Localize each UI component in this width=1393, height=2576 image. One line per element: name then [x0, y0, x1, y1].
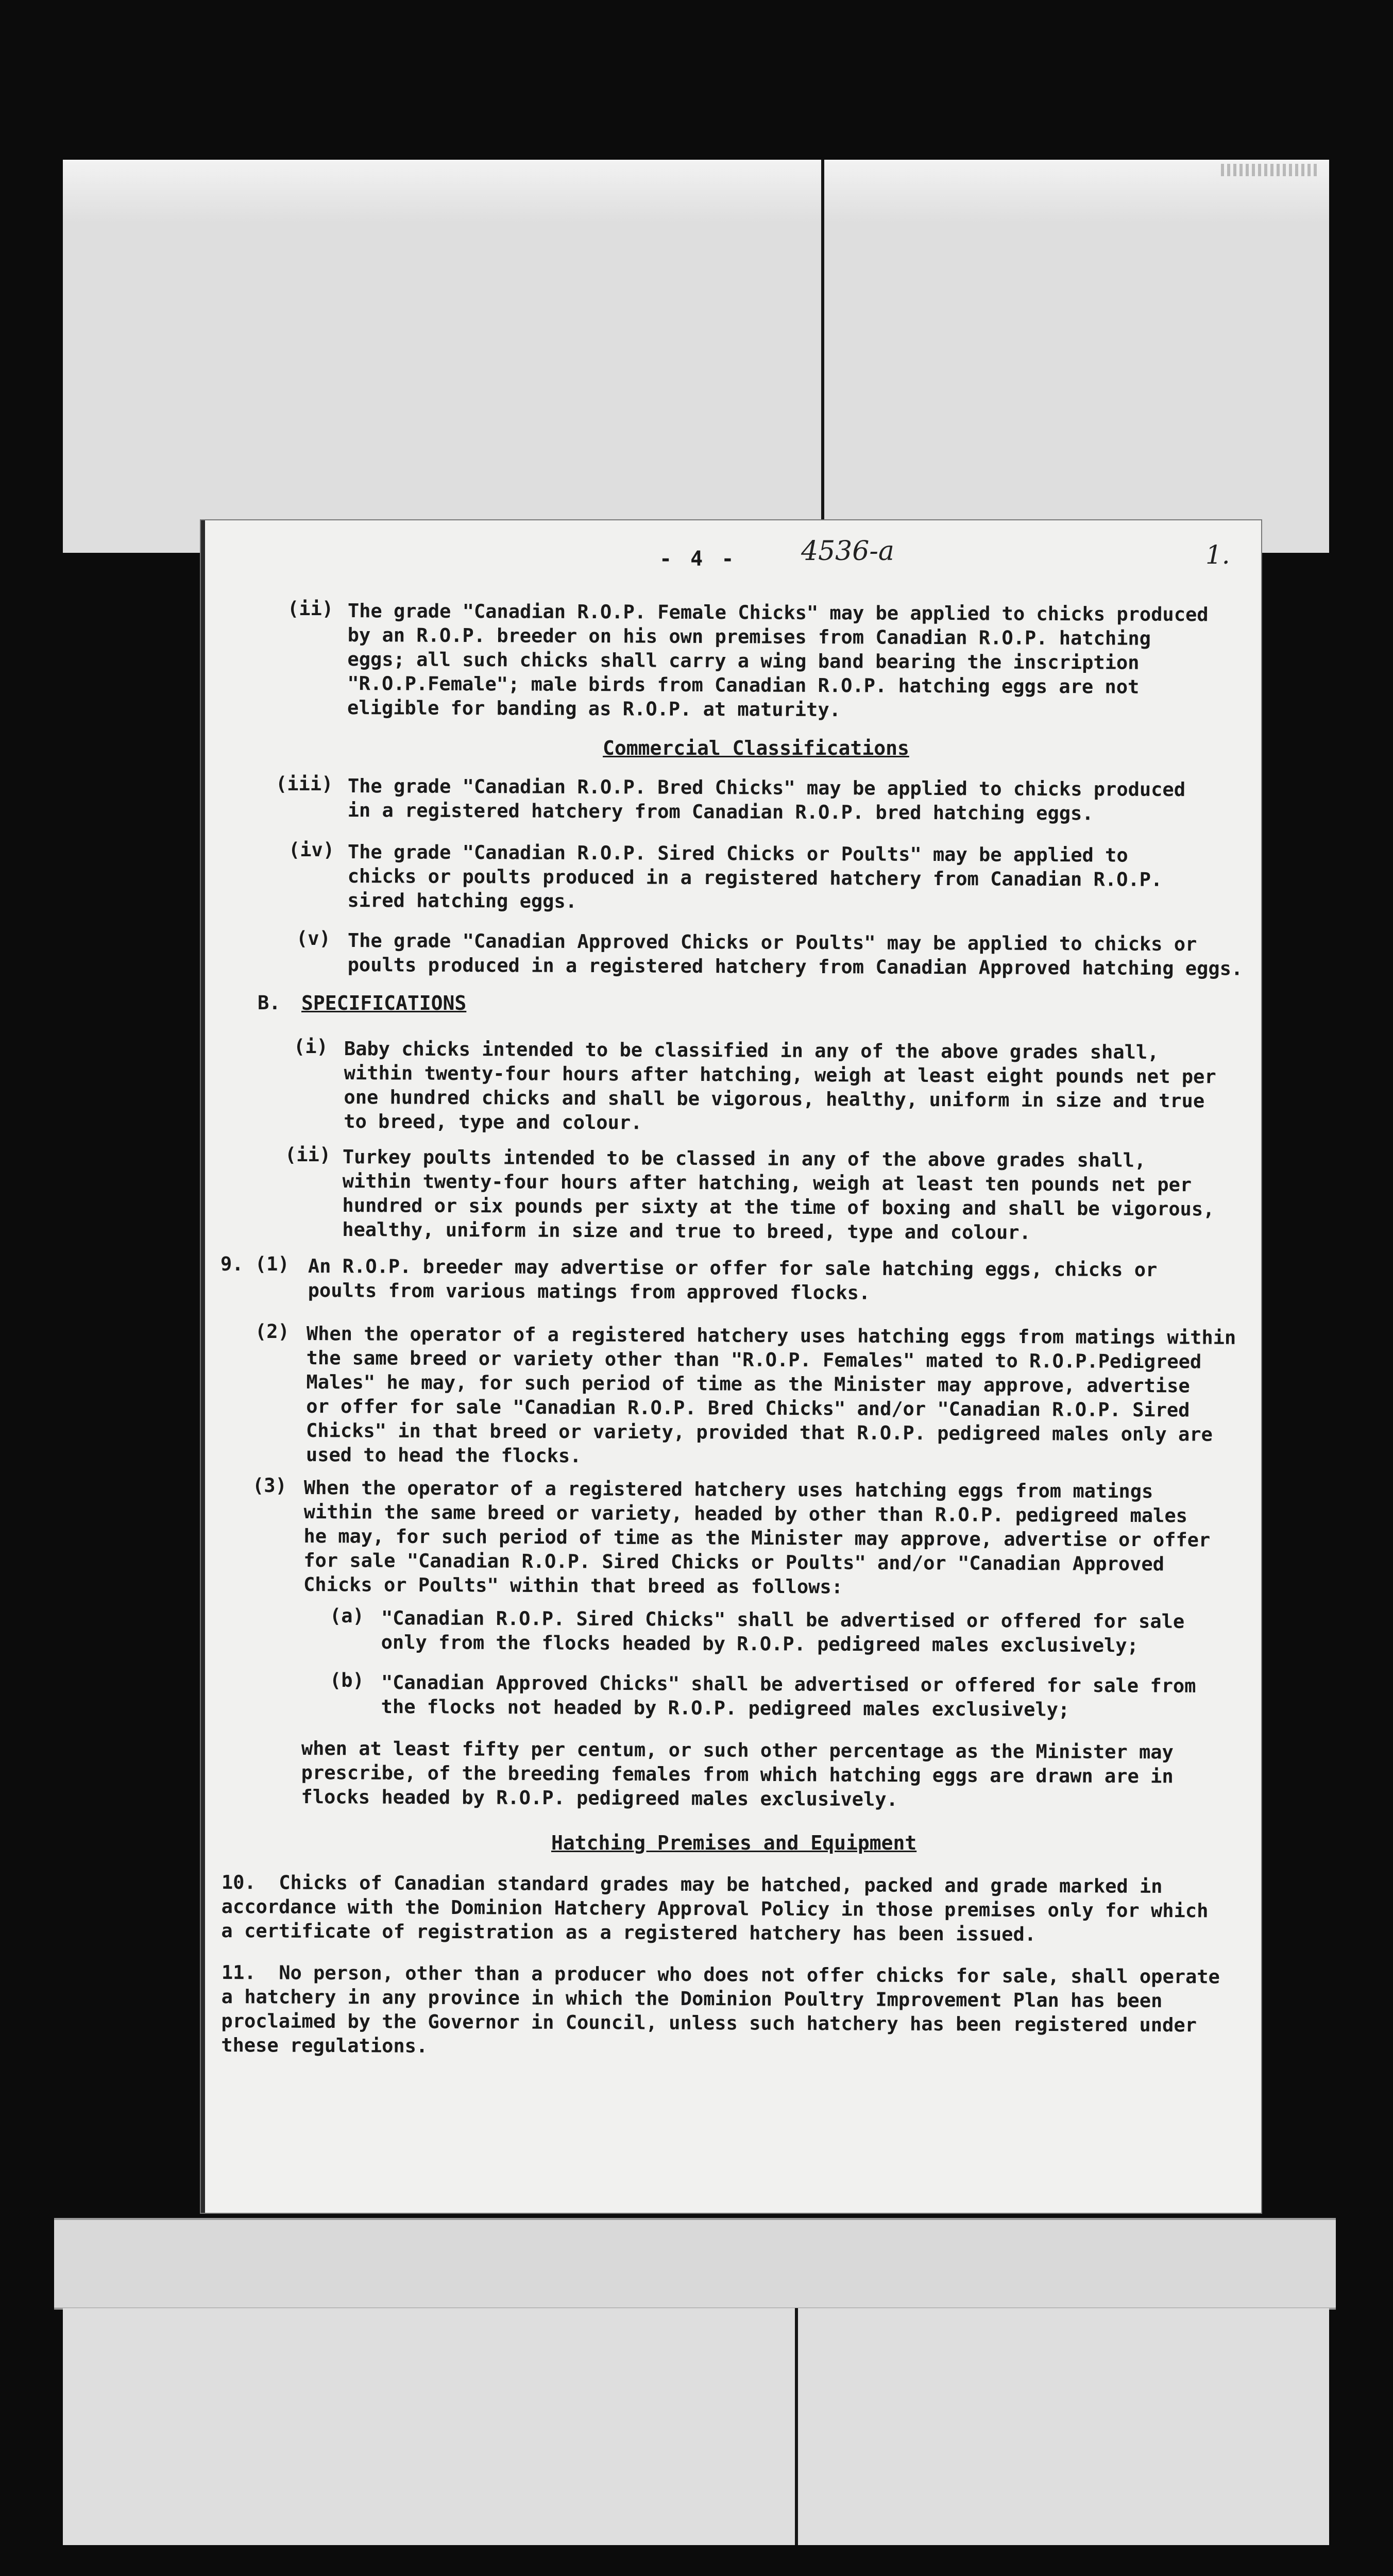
spec-ii-text: Turkey poults intended to be classed in any of the above grades shall, within twenty-four hours after hatching, weigh at least ten pounds net per hundred or six pounds per sixty at the time of boxing and shall be vigorous, healthy, uniform in size and true to breed, type and colour. — [342, 1146, 1215, 1244]
section-9-b-label: (b) — [330, 1669, 364, 1691]
spec-i-text: Baby chicks intended to be classified in any of the above grades shall, within twenty-four hours after hatching, weigh at least eight pounds net per one hundred chicks and shall be vigorous, healthy, uniform in size and true to breed, type and colour. — [344, 1038, 1216, 1134]
section-10: 10. Chicks of Canadian standard grades may be hatched, packed and grade marked in accordance with the Dominion Hatchery Approval Policy in those premises only for which a certificate of registration as a registered hatchery has been issued. — [221, 1871, 1209, 1945]
page-number: - 4 - — [659, 547, 737, 571]
fold-line-bottom — [795, 2308, 798, 2545]
background-sheet-top — [63, 160, 1329, 553]
grade-v-label: (v) — [296, 927, 331, 950]
grade-iv-label: (iv) — [288, 839, 335, 861]
handwritten-folio: 1. — [1205, 540, 1230, 570]
grade-ii-label: (ii) — [287, 598, 334, 620]
spec-ii-label: (ii) — [285, 1144, 331, 1166]
specifications-label: B. — [258, 992, 281, 1014]
section-11: 11. No person, other than a producer who does not offer chicks for sale, shall operate a hatchery in any province in which the Dominion Poultry Improvement Plan has been proclaimed by the Governor in Council, unless such hatchery has been registered under these regulations. — [221, 1961, 1220, 2057]
overlapping-strip — [54, 2218, 1336, 2310]
grade-v-text: The grade "Canadian Approved Chicks or Poults" may be applied to chicks or poults produced in a registered hatchery from Canadian Approved hatching eggs. — [347, 929, 1243, 980]
grade-iii-text: The grade "Canadian R.O.P. Bred Chicks" may be applied to chicks produced in a registered hatchery from Canadian R.O.P. bred hatching eggs. — [347, 775, 1186, 825]
section-9-label: 9. (1) — [220, 1253, 290, 1275]
specifications-heading: SPECIFICATIONS — [301, 992, 467, 1014]
section-9-p2-label: (2) — [255, 1320, 290, 1343]
section-9-p2: When the operator of a registered hatchery uses hatching eggs from matings within the same breed or variety other than "R.O.P. Females" mated to R.O.P.Pedigreed Males" he may, for such period of time as the Minister may approve, advertise or offer for sale "Canadian R.O.P. Bred Chicks" and/or "Canadian R.O.P. Sired Chicks" in that breed or variety, provided that R.O.P. pedigreed males only are used to head the flocks. — [305, 1323, 1236, 1467]
handwritten-reference: 4536-a — [801, 536, 894, 567]
corner-mark — [1221, 164, 1319, 176]
grade-iii-label: (iii) — [276, 773, 333, 795]
section-9-closing: when at least fifty per centum, or such other percentage as the Minister may prescribe, of the breeding females from which hatching eggs are drawn are in flocks headed by R.O.P. pedigreed males exclusively. — [301, 1737, 1174, 1811]
section-9-b: "Canadian Approved Chicks" shall be advertised or offered for sale from the flocks not headed by R.O.P. pedigreed males exclusively; — [381, 1671, 1196, 1721]
grade-ii-text: The grade "Canadian R.O.P. Female Chicks" may be applied to chicks produced by an R.O.P. breeder on his own premises from Canadian R.O.P. hatching eggs; all such chicks shall carry a wing band bearing the inscription "R.O.P.Female"; male birds from Canadian R.O.P. hatching eggs are not eligible for banding as R.O.P. at maturity. — [347, 600, 1209, 721]
section-9-p1: An R.O.P. breeder may advertise or offer for sale hatching eggs, chicks or poults from various matings from approved flocks. — [308, 1255, 1158, 1304]
commercial-heading: Commercial Classifications — [603, 737, 909, 759]
fold-line — [821, 160, 824, 551]
background-sheet-bottom — [63, 2308, 1329, 2545]
spec-i-label: (i) — [294, 1036, 328, 1058]
grade-iv-text: The grade "Canadian R.O.P. Sired Chicks or Poults" may be applied to chicks or poults produced in a registered hatchery from Canadian R.O.P. sired hatching eggs. — [347, 841, 1163, 912]
section-9-p3: When the operator of a registered hatchery uses hatching eggs from matings within the same breed or variety, headed by other than R.O.P. pedigreed males he may, for such period of time as the Minister may approve, advertise or offer for sale "Canadian R.O.P. Sired Chicks or Poults" and/or "Canadian Approved Chicks or Poults" within that breed as follows: — [303, 1477, 1211, 1598]
hatching-heading: Hatching Premises and Equipment — [551, 1832, 917, 1854]
section-9-a-label: (a) — [330, 1605, 364, 1627]
section-9-a: "Canadian R.O.P. Sired Chicks" shall be advertised or offered for sale only from the flocks headed by R.O.P. pedigreed males exclusively; — [381, 1607, 1185, 1657]
section-9-p3-label: (3) — [252, 1475, 287, 1497]
